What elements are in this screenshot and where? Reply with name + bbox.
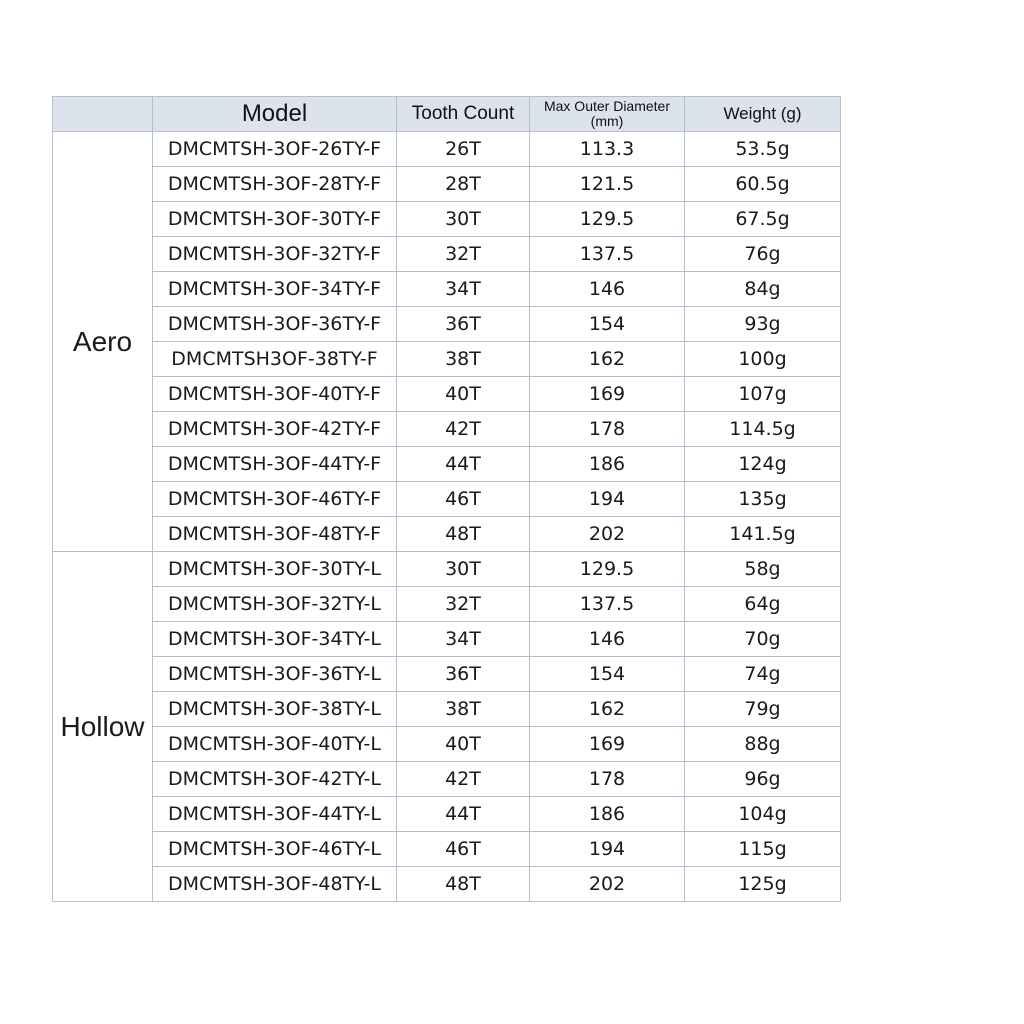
table-body [53, 132, 841, 902]
weight-cell: 79g [685, 692, 841, 727]
tooth-count-cell: 48T [397, 867, 530, 902]
diameter-cell: 178 [530, 762, 685, 797]
model-cell: DMCMTSH-3OF-40TY-L [153, 727, 397, 762]
weight-cell: 88g [685, 727, 841, 762]
diameter-cell: 194 [530, 482, 685, 517]
tooth-count-cell: 48T [397, 517, 530, 552]
weight-cell: 107g [685, 377, 841, 412]
diameter-cell: 137.5 [530, 237, 685, 272]
diameter-cell: 146 [530, 622, 685, 657]
group-label: Hollow [53, 552, 153, 902]
diameter-cell: 154 [530, 307, 685, 342]
diameter-cell: 202 [530, 517, 685, 552]
diameter-cell: 169 [530, 727, 685, 762]
diameter-cell: 169 [530, 377, 685, 412]
diameter-cell: 146 [530, 272, 685, 307]
tooth-count-cell: 30T [397, 552, 530, 587]
weight-cell: 114.5g [685, 412, 841, 447]
weight-cell: 100g [685, 342, 841, 377]
tooth-count-cell: 46T [397, 482, 530, 517]
weight-cell: 93g [685, 307, 841, 342]
model-cell: DMCMTSH-3OF-36TY-L [153, 657, 397, 692]
model-cell: DMCMTSH-3OF-46TY-F [153, 482, 397, 517]
model-cell: DMCMTSH-3OF-34TY-L [153, 622, 397, 657]
weight-cell: 125g [685, 867, 841, 902]
weight-cell: 53.5g [685, 132, 841, 167]
table-header [53, 97, 841, 132]
diameter-cell: 162 [530, 342, 685, 377]
table-row [53, 482, 841, 517]
table-row [53, 237, 841, 272]
weight-cell: 70g [685, 622, 841, 657]
diameter-cell: 129.5 [530, 552, 685, 587]
weight-cell: 60.5g [685, 167, 841, 202]
table-row [53, 867, 841, 902]
table-row [53, 307, 841, 342]
table-row [53, 517, 841, 552]
header-tooth-count: Tooth Count [397, 97, 530, 132]
weight-cell: 76g [685, 237, 841, 272]
model-cell: DMCMTSH-3OF-48TY-F [153, 517, 397, 552]
model-cell: DMCMTSH-3OF-42TY-L [153, 762, 397, 797]
table-row [53, 132, 841, 167]
tooth-count-cell: 46T [397, 832, 530, 867]
tooth-count-cell: 40T [397, 727, 530, 762]
header-row [53, 97, 841, 132]
tooth-count-cell: 38T [397, 342, 530, 377]
diameter-cell: 113.3 [530, 132, 685, 167]
model-cell: DMCMTSH-3OF-30TY-L [153, 552, 397, 587]
tooth-count-cell: 26T [397, 132, 530, 167]
tooth-count-cell: 34T [397, 622, 530, 657]
table-row [53, 657, 841, 692]
table-row [53, 202, 841, 237]
tooth-count-cell: 28T [397, 167, 530, 202]
model-cell: DMCMTSH-3OF-32TY-L [153, 587, 397, 622]
table-row [53, 342, 841, 377]
tooth-count-cell: 44T [397, 447, 530, 482]
model-cell: DMCMTSH-3OF-30TY-F [153, 202, 397, 237]
model-cell: DMCMTSH-3OF-40TY-F [153, 377, 397, 412]
diameter-cell: 137.5 [530, 587, 685, 622]
tooth-count-cell: 34T [397, 272, 530, 307]
diameter-cell: 121.5 [530, 167, 685, 202]
model-cell: DMCMTSH-3OF-32TY-F [153, 237, 397, 272]
table-row [53, 727, 841, 762]
table-row [53, 587, 841, 622]
model-cell: DMCMTSH-3OF-46TY-L [153, 832, 397, 867]
weight-cell: 96g [685, 762, 841, 797]
table-row [53, 167, 841, 202]
tooth-count-cell: 42T [397, 762, 530, 797]
diameter-cell: 186 [530, 797, 685, 832]
tooth-count-cell: 38T [397, 692, 530, 727]
header-group [53, 97, 153, 132]
model-cell: DMCMTSH3OF-38TY-F [153, 342, 397, 377]
table-row [53, 622, 841, 657]
header-max-outer-diameter: Max Outer Diameter (mm) [530, 97, 685, 132]
group-label: Aero [53, 132, 153, 552]
table-row [53, 692, 841, 727]
tooth-count-cell: 32T [397, 237, 530, 272]
weight-cell: 124g [685, 447, 841, 482]
table-row [53, 412, 841, 447]
diameter-cell: 186 [530, 447, 685, 482]
diameter-cell: 194 [530, 832, 685, 867]
weight-cell: 58g [685, 552, 841, 587]
weight-cell: 141.5g [685, 517, 841, 552]
table-row [53, 447, 841, 482]
diameter-cell: 129.5 [530, 202, 685, 237]
model-cell: DMCMTSH-3OF-48TY-L [153, 867, 397, 902]
model-cell: DMCMTSH-3OF-44TY-F [153, 447, 397, 482]
tooth-count-cell: 40T [397, 377, 530, 412]
weight-cell: 115g [685, 832, 841, 867]
table-row [53, 832, 841, 867]
tooth-count-cell: 30T [397, 202, 530, 237]
diameter-cell: 178 [530, 412, 685, 447]
header-model: Model [153, 97, 397, 132]
table-row [53, 552, 841, 587]
tooth-count-cell: 36T [397, 307, 530, 342]
diameter-cell: 154 [530, 657, 685, 692]
model-cell: DMCMTSH-3OF-28TY-F [153, 167, 397, 202]
tooth-count-cell: 42T [397, 412, 530, 447]
model-cell: DMCMTSH-3OF-38TY-L [153, 692, 397, 727]
spec-table [52, 96, 841, 902]
table-row [53, 377, 841, 412]
table-row [53, 272, 841, 307]
model-cell: DMCMTSH-3OF-44TY-L [153, 797, 397, 832]
table-row [53, 762, 841, 797]
diameter-cell: 162 [530, 692, 685, 727]
model-cell: DMCMTSH-3OF-42TY-F [153, 412, 397, 447]
tooth-count-cell: 44T [397, 797, 530, 832]
weight-cell: 135g [685, 482, 841, 517]
weight-cell: 64g [685, 587, 841, 622]
weight-cell: 104g [685, 797, 841, 832]
table-row [53, 797, 841, 832]
model-cell: DMCMTSH-3OF-36TY-F [153, 307, 397, 342]
weight-cell: 67.5g [685, 202, 841, 237]
diameter-cell: 202 [530, 867, 685, 902]
tooth-count-cell: 32T [397, 587, 530, 622]
header-weight: Weight (g) [685, 97, 841, 132]
model-cell: DMCMTSH-3OF-34TY-F [153, 272, 397, 307]
tooth-count-cell: 36T [397, 657, 530, 692]
weight-cell: 74g [685, 657, 841, 692]
model-cell: DMCMTSH-3OF-26TY-F [153, 132, 397, 167]
weight-cell: 84g [685, 272, 841, 307]
